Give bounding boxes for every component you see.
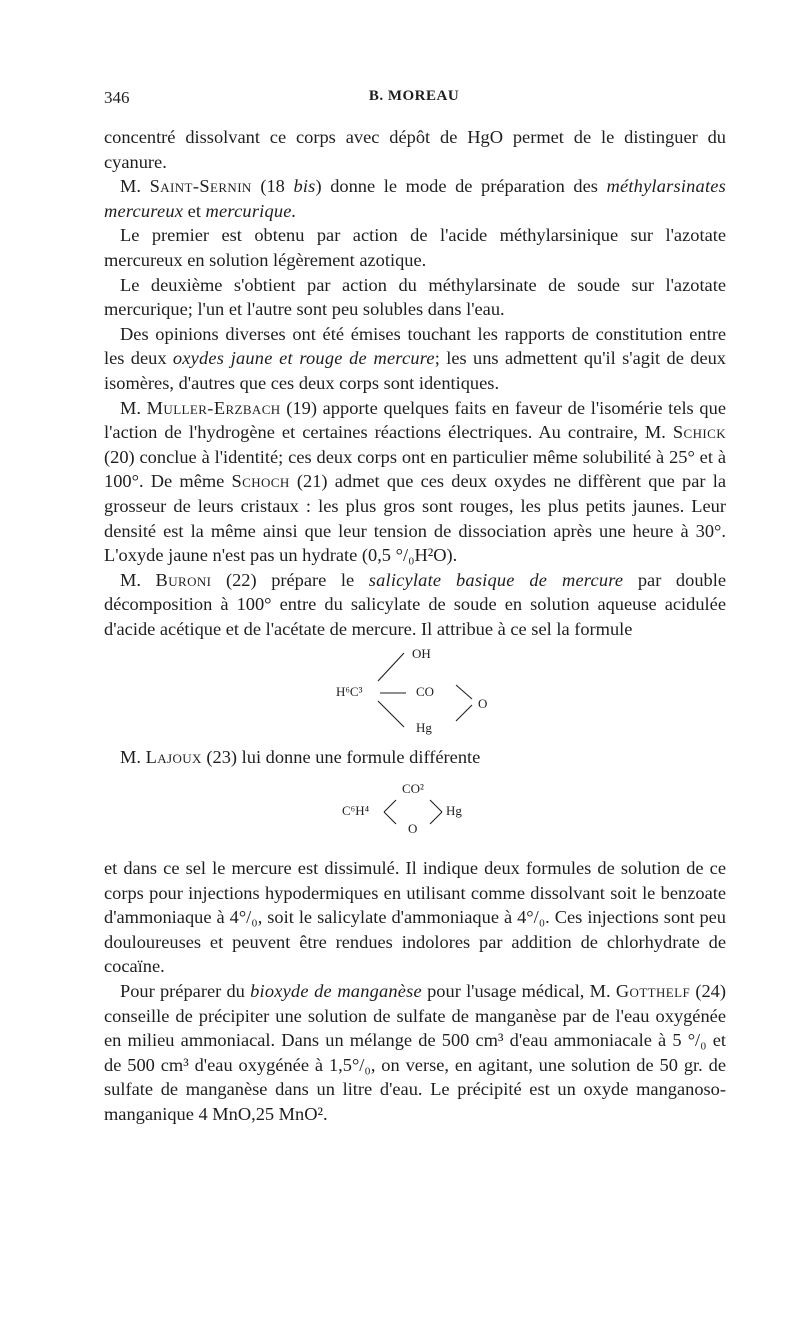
formula-top-group: CO² — [402, 781, 424, 797]
italic-text: bis — [293, 176, 316, 197]
text-run: (19) apporte quelques faits en faveur de l'isomérie tels que l'action de l'hydrogène et certaines réactions électriques. Au contraire, M. — [104, 397, 726, 443]
author-name: Gotthelf — [615, 981, 691, 1002]
paragraph-text: concentré dissolvant ce corps avec dépôt de HgO permet de le distinguer du cyanure. — [104, 127, 726, 172]
paragraph-text: Le deuxième s'obtient par action du méthylarsinate de soude sur l'azotate mercurique; l'un et l'autre sont peu solubles dans l'eau. — [104, 274, 726, 320]
paragraph-text: Le premier est obtenu par action de l'acide méthylarsinique sur l'azotate mercureux en solution légèrement azotique. — [104, 225, 726, 270]
text-run: Des opinions diverses ont été émises touchant les rapports de constitution entre les deux — [104, 323, 726, 369]
formula-top-group: OH — [412, 646, 431, 662]
formula-right-group: Hg — [446, 803, 462, 819]
italic-text: oxydes jaune et rouge de mercure — [172, 348, 435, 369]
text-run: ) donne le mode de préparation des — [315, 176, 607, 197]
page-number: 346 — [104, 88, 130, 107]
text-run: (22) prépare le — [211, 569, 369, 590]
author-name: Muller-Erzbach — [146, 397, 281, 418]
italic-text: bioxyde de manganèse — [250, 981, 422, 1002]
italic-text: mercurique. — [205, 200, 297, 221]
formula-bottom-group: Hg — [416, 720, 432, 736]
text-run: (24) conseille de précipiter une solution de sulfate de manganèse par de l'eau oxygénée en milieu ammoniacal. Dans un mélange de 500 cm³ d'eau ammoniacale à 5 °/₀ et de 500 cm³ d'eau oxygénée à 1,5°/₀, on verse, en agitant, une solution de 50 gr. de sulfate de manganèse dans un litre d'eau. Le précipité est un oxyde manganoso-manganique 4 MnO,25 MnO². — [104, 981, 726, 1124]
text-run: (21) admet que ces deux oxydes ne diffèrent que par la grosseur de leurs cristaux : les plus gros sont rouges, les plus petits jaunes. Leur densité est la même ainsi que leur tension de dissociation après une heure à 30°. L'oxyde jaune n'est pas un hydrate (0,5 °/₀H²O). — [104, 471, 726, 566]
author-name: Schick — [672, 422, 726, 443]
paragraph — [104, 856, 726, 979]
formula-left-group: C⁶H⁴ — [342, 803, 370, 819]
text-run: Pour préparer du — [120, 981, 251, 1002]
body-text — [104, 125, 726, 1127]
paragraph — [104, 273, 726, 322]
formula-middle-group: CO — [416, 684, 435, 700]
text-run: (18 — [251, 176, 294, 197]
paragraph — [104, 568, 726, 642]
paragraph — [104, 174, 726, 223]
text-run: (23) lui donne une formule différente — [201, 747, 481, 768]
text-run: par double décomposition à 100° entre du salicylate de soude en solution aqueuse acidulée d'acide acétique et de l'acétate de mercure. Il attribue à ce sel la formule — [104, 569, 726, 639]
text-run: M. — [120, 176, 150, 197]
text-run: M. — [120, 569, 156, 590]
text-run: (20) conclue à l'identité; ces deux corps ont en particulier même solubilité à 25° et à 100°. De même — [104, 446, 726, 492]
formula-left-group: H⁶C³ — [336, 684, 363, 700]
text-run: et — [183, 200, 206, 221]
page-header — [104, 88, 724, 112]
italic-text: salicylate basique de mercure — [368, 569, 624, 590]
paragraph — [104, 125, 726, 174]
author-name: Saint-Sernin — [149, 176, 252, 197]
text-run: ; les uns admettent qu'il s'agit de deux isomères, d'autres que ces deux corps sont identiques. — [104, 348, 726, 393]
chemical-formula-lajoux — [104, 776, 726, 846]
formula-right-group: O — [478, 696, 488, 712]
paragraph — [104, 745, 726, 770]
author-name: Schoch — [231, 471, 290, 492]
text-run: M. — [120, 397, 147, 418]
text-run: M. — [120, 747, 146, 768]
paragraph-text: et dans ce sel le mercure est dissimulé. Il indique deux formules de solution de ce corps pour injections hypodermiques en utilisant comme dissolvant soit le benzoate d'ammoniaque à 4°/₀, soit le salicylate d'ammoniaque à 4°/₀. Ces injections sont peu douloureuses et peuvent être rendues indolores par addition de chlorhydrate de cocaïne. — [104, 858, 726, 977]
paragraph — [104, 396, 726, 568]
running-head: B. MOREAU — [368, 88, 460, 104]
author-name: Lajoux — [145, 747, 202, 768]
chemical-formula-buroni — [104, 643, 726, 739]
formula-bottom-group: O — [408, 821, 418, 837]
italic-text: méthylarsinates mercureux — [104, 176, 726, 221]
paragraph — [104, 223, 726, 272]
author-name: Buroni — [155, 569, 212, 590]
paragraph — [104, 979, 726, 1127]
text-run: pour l'usage médical, M. — [421, 981, 616, 1002]
paragraph — [104, 322, 726, 396]
